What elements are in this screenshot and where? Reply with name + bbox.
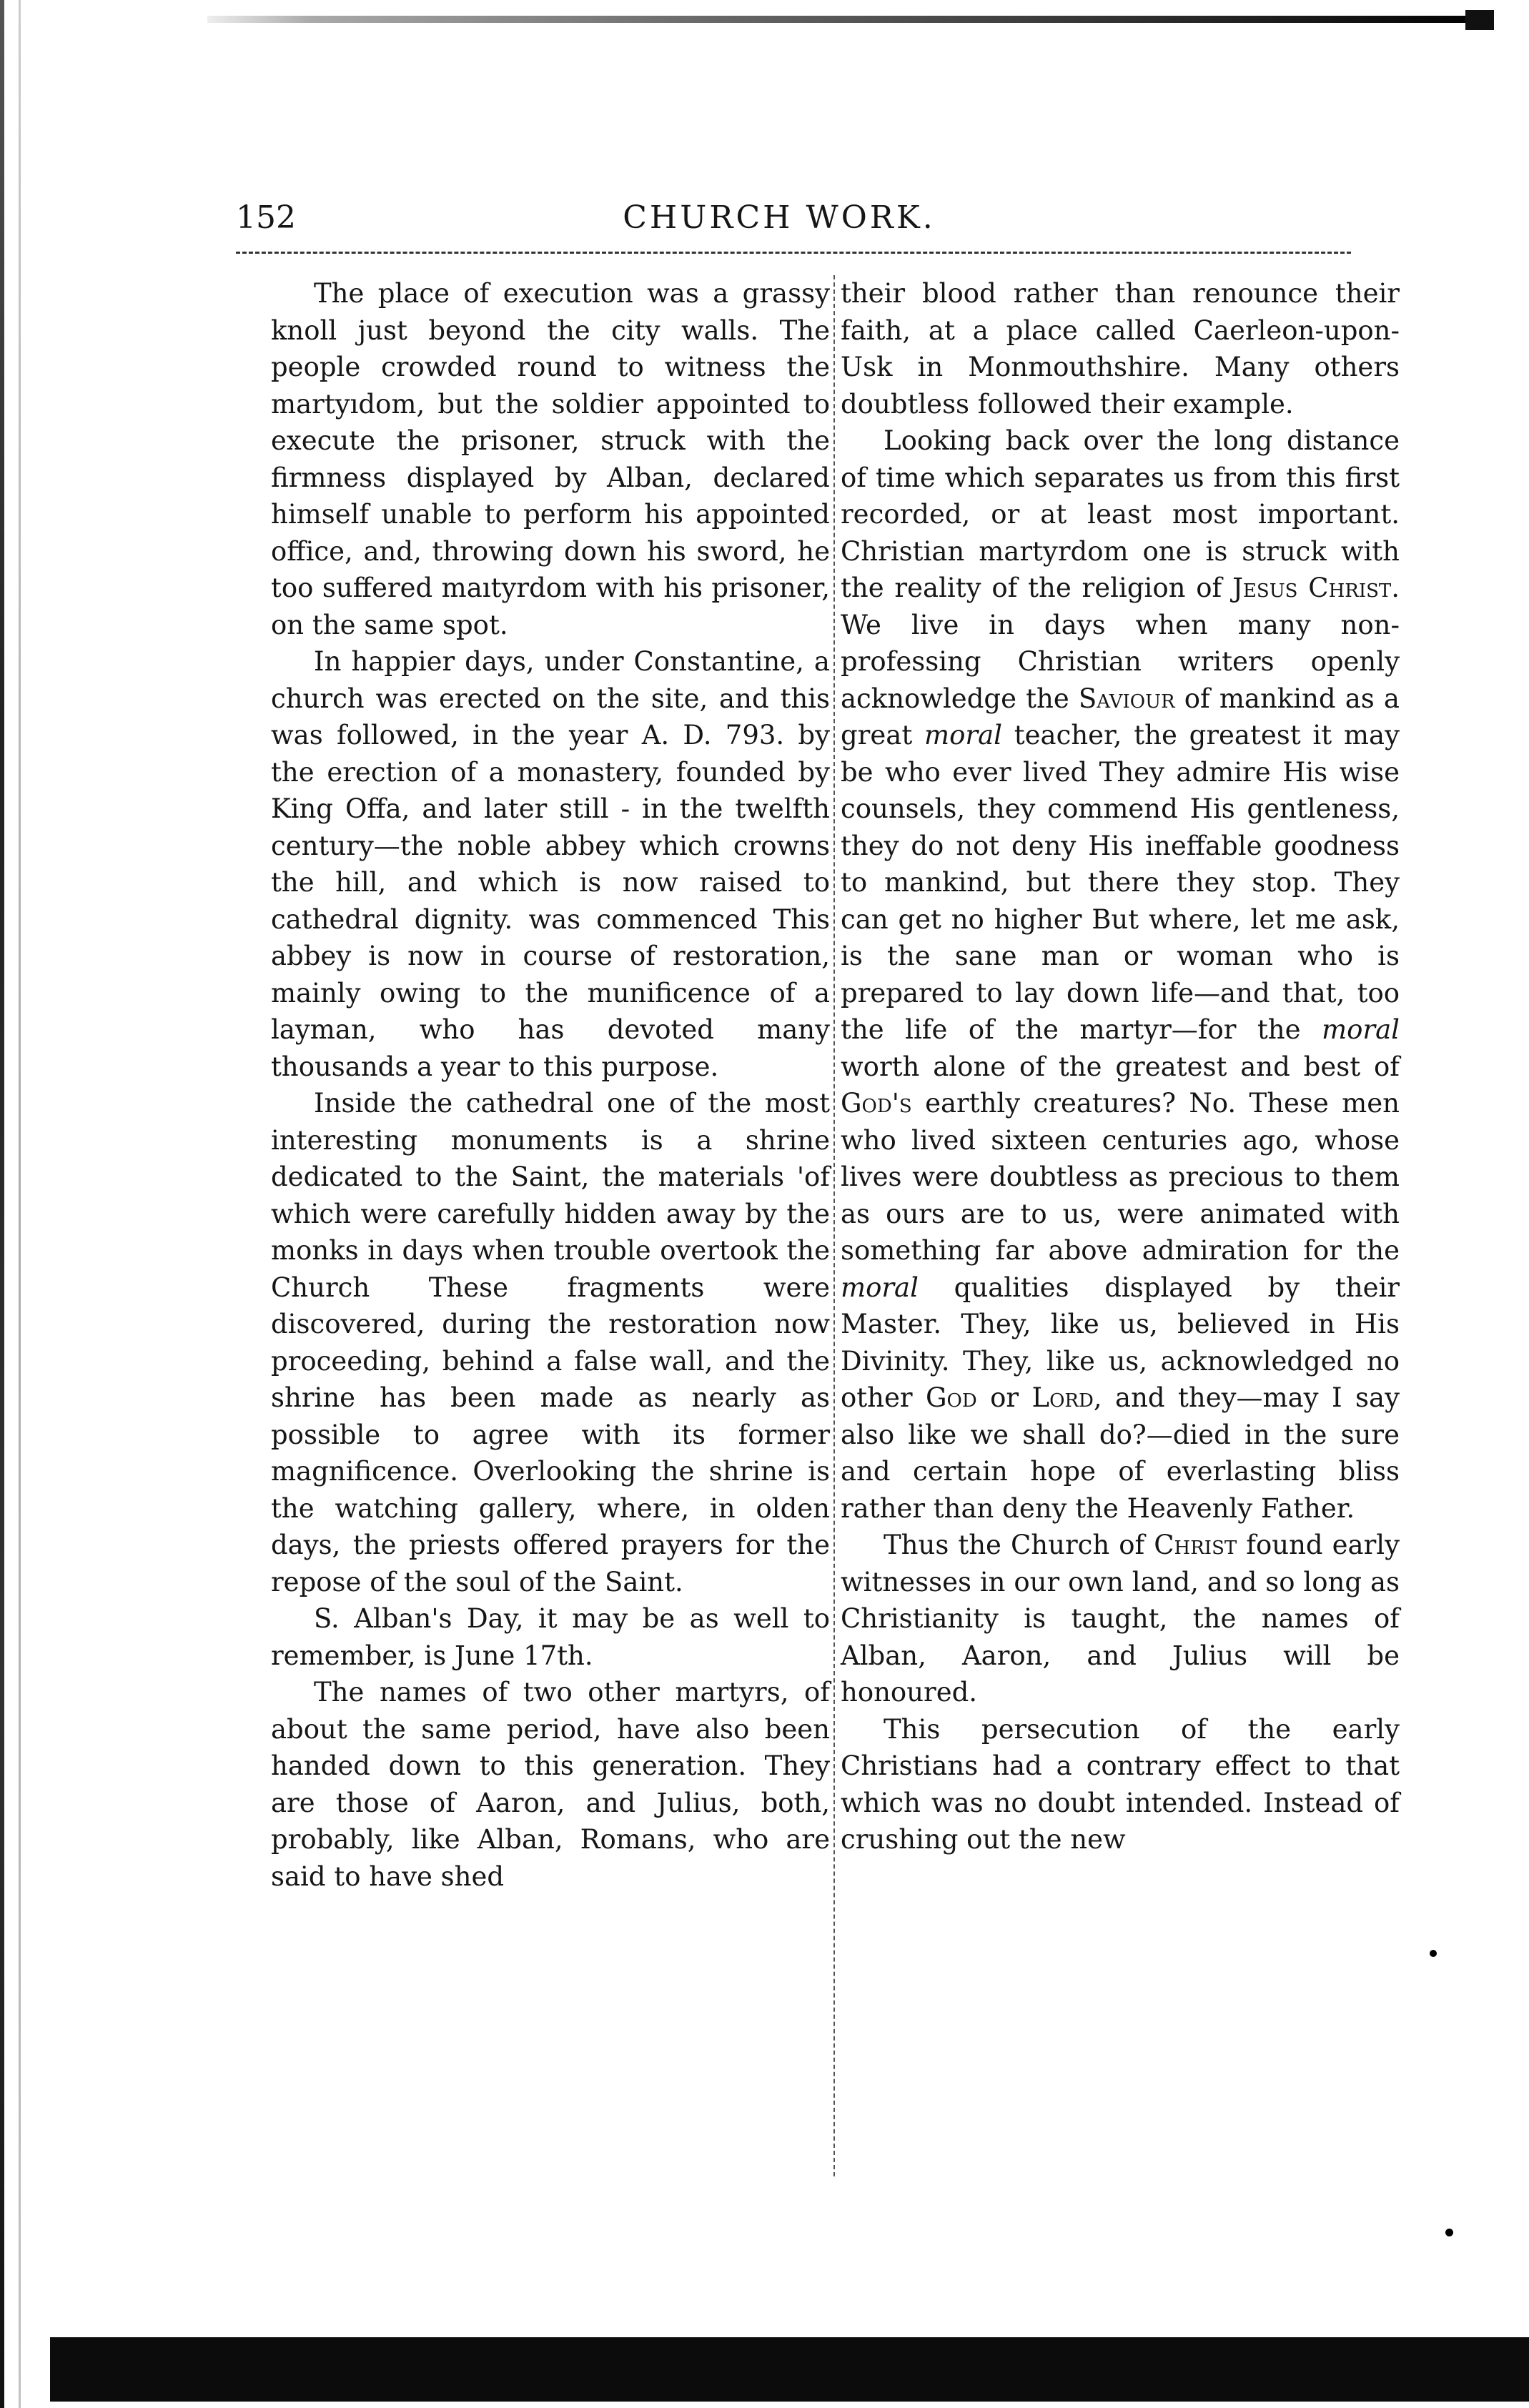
- small-caps-text: Jesus Christ.: [1232, 573, 1400, 603]
- text-run: The place of execution was a grassy knoll just beyond the city walls. The people crowded round to witness the martyıdom, but the soldier appointed to execute the prisoner, struck with the firmness displayed by Alban, declared himself unable to perform his appointed office, and, throwing down his sword, he too suffered maıtyrdom with his prisoner, on the same spot.: [271, 278, 830, 640]
- right-column: [841, 275, 1400, 1858]
- paragraph-execution: [271, 275, 830, 643]
- ink-speck: [1445, 2229, 1453, 2236]
- small-caps-text: A. D.: [641, 720, 712, 750]
- page-number: 152: [236, 199, 296, 236]
- text-run: teacher, the greatest it may be who ever lived They admire His wise counsels, they commend His gentleness, they do not deny His ineffable goodness to mankind, but there they stop. They can get no higher But where, let me ask, is the sane man or woman who is prepared to lay down life—and that, too the life of the martyr—for the: [841, 720, 1400, 1045]
- text-run: In happier days, under Constantine, a church was erected on the site, and this was followed, in the year: [271, 646, 830, 750]
- text-run: or: [976, 1382, 1032, 1413]
- small-caps-text: Lord,: [1031, 1382, 1102, 1413]
- paragraph-cathedral-shrine: [271, 1085, 830, 1600]
- text-run: The names of two other martyrs, of about the same period, have also been handed down to this generation. They are those of Aaron, and Julius, both, probably, like Alban, Romans, who are said to have shed: [271, 1677, 830, 1892]
- paragraph-looking-back: [841, 422, 1400, 1527]
- text-run: and they—may I say also like we shall do?—died in the sure and certain hope of everlasting bliss rather than deny the Heavenly Father.: [841, 1382, 1400, 1524]
- page-edge-shadow: [0, 0, 4, 2408]
- italic-text: moral: [924, 720, 1002, 750]
- paragraph-alban-day: [271, 1600, 830, 1674]
- text-run: their blood rather than renounce their faith, at a place called Caerleon-upon-Usk in Monmouthshire. Many others doubtless followed their example.: [841, 278, 1400, 420]
- text-run: S. Alban's Day, it may be as well to remember, is June 17th.: [271, 1603, 830, 1671]
- small-caps-text: God: [925, 1382, 977, 1413]
- paragraph-persecution: [841, 1711, 1400, 1858]
- text-run: earthly creatures? No. These men who lived sixteen centuries ago, whose lives were doubtless as precious to them as ours are to us, were animated with something far above admiration for the: [841, 1088, 1400, 1266]
- bottom-scan-border: [50, 2337, 1529, 2402]
- text-run: qualities displayed by their Master. They, like us, believed in His Divinity. They, like us, acknowledged no other: [841, 1272, 1400, 1413]
- running-head: CHURCH WORK.: [623, 199, 936, 236]
- column-divider: [833, 275, 835, 2176]
- page-edge-line: [19, 0, 21, 2408]
- small-caps-text: Christ: [1154, 1530, 1237, 1560]
- italic-text: moral: [841, 1272, 919, 1303]
- text-run: of mankind as a great: [841, 683, 1400, 750]
- small-caps-text: God's: [841, 1088, 912, 1119]
- text-run: found early witnesses in our own land, and so long as Christianity is taught, the names of Alban, Aaron, and Julius will be honoured.: [841, 1530, 1400, 1708]
- paragraph-happier-days: [271, 643, 830, 1085]
- text-run: Looking back over the long distance of time which separates us from this first recorded, or at least most important. Christian martyrdom one is struck with the reality of the religion of: [841, 425, 1400, 603]
- italic-text: moral: [1322, 1014, 1400, 1045]
- header-rule: [236, 252, 1351, 254]
- text-run: Thus the Church of: [884, 1530, 1154, 1560]
- text-run: We live in days when many non-professing Christian writers openly acknowledge the: [841, 609, 1400, 714]
- text-run: 793. by the erection of a monastery, founded by King Offa, and later still - in the twelfth century—the noble abbey which crowns the hill, and which is now raised to cathedral dignity. was commenced This abbey is now in course of restoration, mainly owing to the munificence of a layman, who has devoted many thousands a year to this purpose.: [271, 720, 830, 1082]
- left-column: [271, 275, 830, 1895]
- text-run: Inside the cathedral one of the most interesting monuments is a shrine dedicated to the Saint, the materials 'of which were carefully hidden away by the monks in days when trouble overtook the Church These fragments were discovered, during the restoration now proceeding, behind a false wall, and the shrine has been made as nearly as possible to agree with its former magnificence. Overlooking the shrine is the watching gallery, where, in olden days, the priests offered prayers for the repose of the soul of the Saint.: [271, 1088, 830, 1597]
- paragraph-early-witnesses: [841, 1527, 1400, 1711]
- page-header: [236, 197, 1351, 239]
- text-run: This persecution of the early Christians had a contrary effect to that which was no doubt intended. Instead of crushing out the new: [841, 1713, 1400, 1855]
- small-caps-text: Saviour: [1078, 683, 1175, 714]
- top-scan-border: [207, 16, 1494, 23]
- paragraph-other-martyrs: [271, 1674, 830, 1895]
- text-run: worth alone of the greatest and best of: [841, 1051, 1400, 1082]
- paragraph-continued: [841, 275, 1400, 422]
- top-scan-mark: [1465, 10, 1494, 30]
- ink-speck: [1430, 1950, 1437, 1957]
